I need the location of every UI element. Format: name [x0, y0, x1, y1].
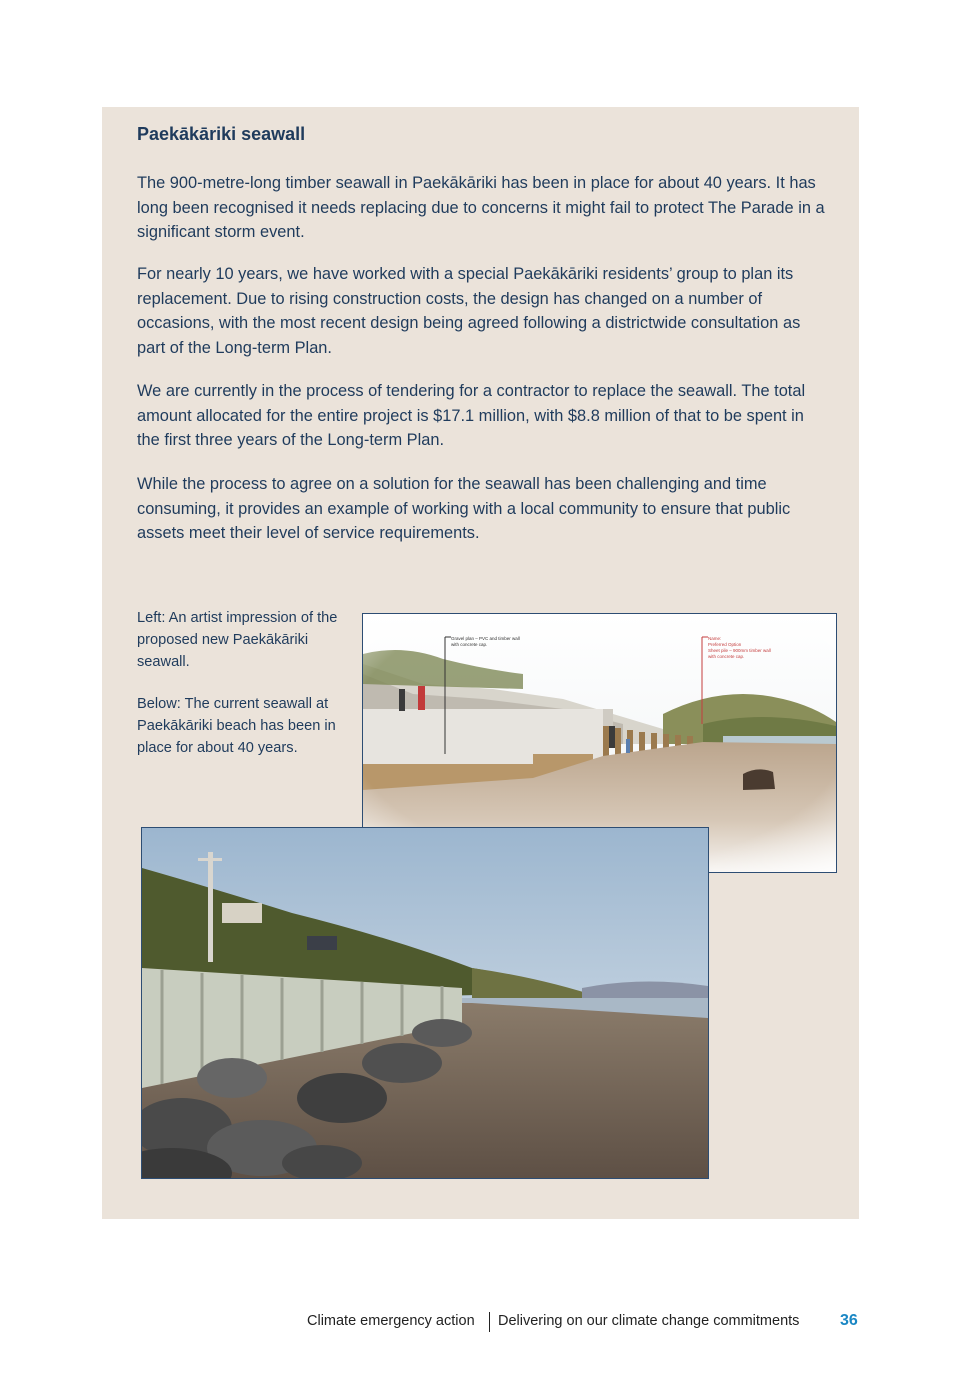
footer-section-name: Climate emergency action — [307, 1313, 475, 1329]
paragraph-3: We are currently in the process of tendering for a contractor to replace the seawall. The total amount allocated for the entire project is $17.1 million, with $8.8 million of that to be spent in the first three years of the Long-term Plan. — [137, 382, 806, 449]
footer-chapter-name: Delivering on our climate change commitments — [498, 1313, 800, 1329]
page-number: 36 — [840, 1312, 858, 1329]
current-seawall-photo — [141, 827, 709, 1179]
caption-current-seawall: Below: The current seawall at Paekākāriki beach has been in place for about 40 years. — [137, 696, 336, 756]
footer-separator — [489, 1312, 490, 1332]
caption-artist-impression: Left: An artist impression of the proposed new Paekākāriki seawall. — [137, 610, 338, 670]
paragraph-2: For nearly 10 years, we have worked with a special Paekākāriki residents’ group to plan its replacement. Due to rising construction costs, the design has changed on a number of occasions, with the most recent design being agreed following a districtwide consultation as part of the Long-term Plan. — [137, 265, 801, 357]
paragraph-4: While the process to agree on a solution for the seawall has been challenging and time consuming, it provides an example of working with a local community to ensure that public assets meet their level of service requirements. — [137, 475, 791, 542]
section-title: Paekākāriki seawall — [137, 124, 306, 144]
paragraph-1: The 900-metre-long timber seawall in Paekākāriki has been in place for about 40 years. It has long been recognised it needs replacing due to concerns it might fail to protect The Parade in a significant storm event. — [137, 174, 825, 241]
